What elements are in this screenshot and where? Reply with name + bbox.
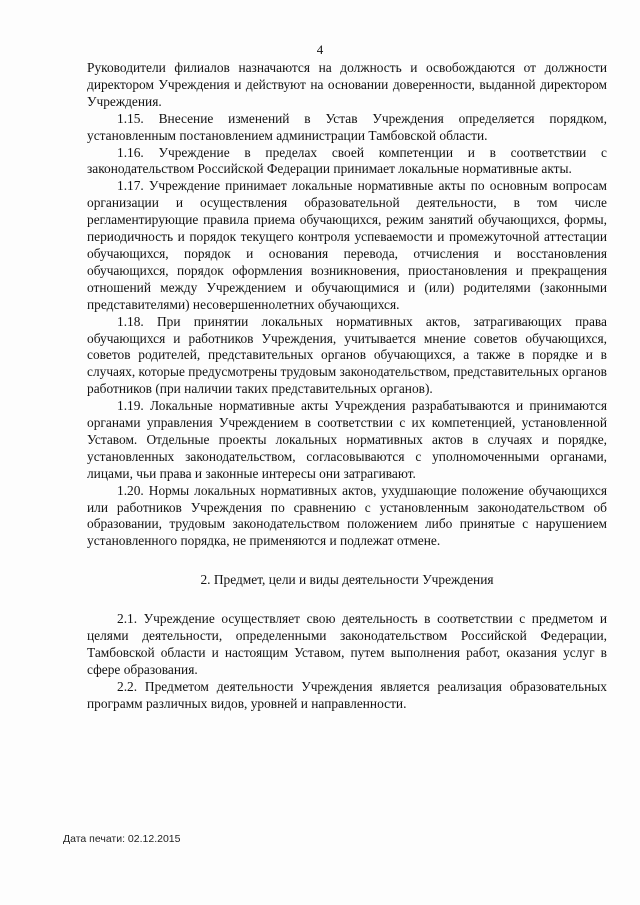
paragraph-branch-heads: Руководители филиалов назначаются на должность и освобождаются от должности директором Учреждения и действуют на основании доверенности, выданной директором Учреждения. <box>87 60 607 109</box>
paragraph-2-1: 2.1. Учреждение осуществляет свою деятельность в соответствии с предметом и целями деятельности, определенными законодательством Российской Федерации, Тамбовской области и настоящим Уставом, путем выполнения работ, оказания услуг в сфере образования. <box>87 611 607 677</box>
paragraph-1-17: 1.17. Учреждение принимает локальные нормативные акты по основным вопросам организации и осуществления образовательной деятельности, в том числе регламентирующие правила приема обучающихся, режим занятий обучающихся, формы, периодичность и порядок текущего контроля успеваемости и промежуточной аттестации обучающихся, порядок и основания перевода, отчисления и восстановления обучающихся, порядок оформления возникновения, приостановления и прекращения отношений между Учреждением и обучающимися и (или) родителями (законными представителями) несовершеннолетних обучающихся. <box>87 178 607 312</box>
paragraph-1-18: 1.18. При принятии локальных нормативных актов, затрагивающих права обучающихся и работников Учреждения, учитывается мнение советов обучающихся, советов родителей, представительных органов обучающихся, а также в порядке и в случаях, которые предусмотрены трудовым законодательством, представительных органов работников (при наличии таких представительных органов). <box>87 313 608 397</box>
paragraph-2-2: 2.2. Предметом деятельности Учреждения является реализация образовательных программ различных видов, уровней и направленности. <box>87 678 607 711</box>
print-date-footer: Дата печати: 02.12.2015 <box>63 833 181 845</box>
paragraph-1-20: 1.20. Нормы локальных нормативных актов, ухудшающие положение обучающихся или работников Учреждения по сравнению с установленным законодательством об образовании, трудовым законодательством положением либо принятые с нарушением установленного порядка, не применяются и подлежат отмене. <box>87 482 607 549</box>
paragraph-1-19: 1.19. Локальные нормативные акты Учреждения разрабатываются и принимаются органами управления Учреждением в соответствии с их компетенцией, установленной Уставом. Отдельные проекты локальных нормативных актов в случаях и порядке, установленных законодательством, согласовываются с уполномоченными органами, лицами, чьи права и законные интересы они затрагивают. <box>87 398 607 481</box>
document-body <box>87 60 607 713</box>
section-heading: 2. Предмет, цели и виды деятельности Учреждения <box>200 572 494 588</box>
page-number: 4 <box>316 42 324 57</box>
paragraph-1-15: 1.15. Внесение изменений в Устав Учреждения определяется порядком, установленным постановлением администрации Тамбовской области. <box>87 110 607 143</box>
paragraph-1-16: 1.16. Учреждение в пределах своей компетенции и в соответствии с законодательством Российской Федерации принимает локальные нормативные акты. <box>87 144 607 177</box>
